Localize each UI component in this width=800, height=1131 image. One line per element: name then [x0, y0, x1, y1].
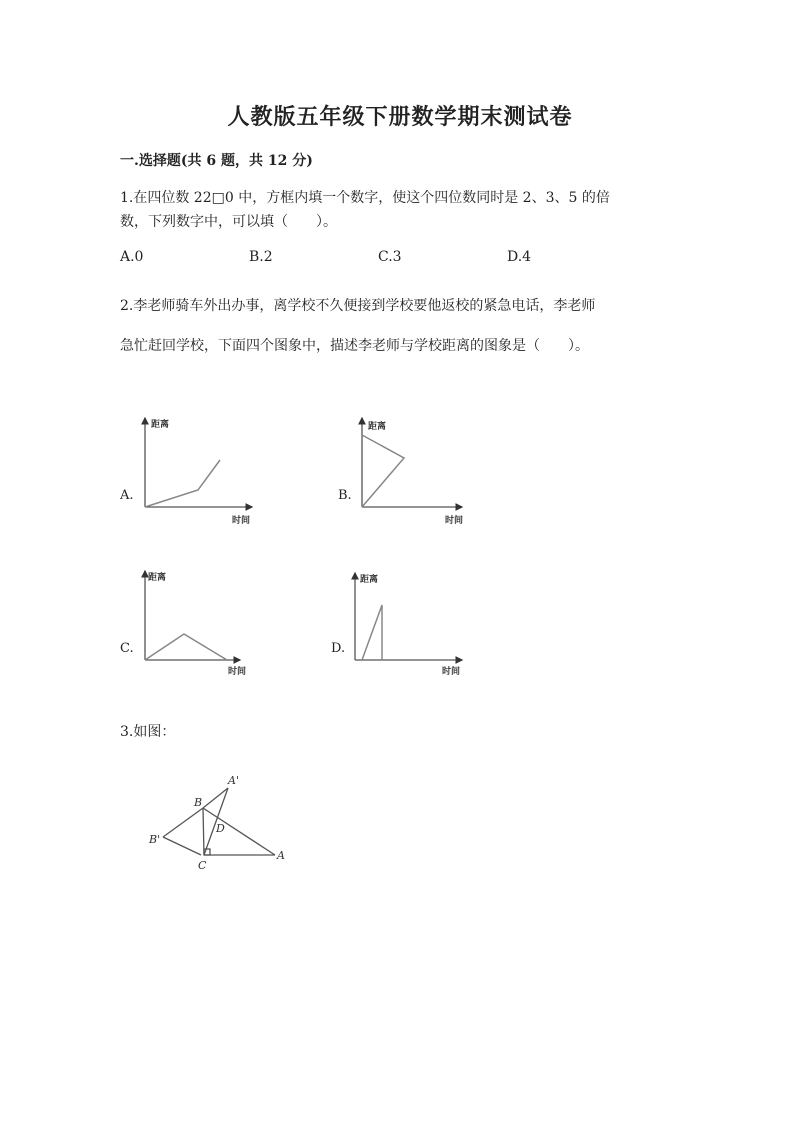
- point-a-prime-label: A': [228, 774, 239, 787]
- option-b[interactable]: B.2: [249, 249, 273, 265]
- graph-a-label[interactable]: A.: [120, 488, 134, 503]
- question-2: [120, 286, 680, 366]
- graph-a: [140, 415, 260, 534]
- point-b-label: B: [194, 796, 203, 809]
- graph-b-y-axis-label: 距离: [368, 422, 387, 432]
- point-b-prime-label: B': [149, 833, 161, 846]
- graph-d-x-axis-label: 时间: [442, 667, 461, 677]
- point-d-label: D: [216, 822, 225, 835]
- question-1-line-2: 数，下列数字中，可以填（ ）。: [120, 214, 337, 230]
- section-heading: 一.选择题(共 6 题，共 12 分): [120, 153, 313, 169]
- question-3: 3.如图：: [120, 724, 176, 740]
- page-title: 人教版五年级下册数学期末测试卷: [227, 104, 573, 130]
- graph-d-y-axis-label: 距离: [360, 575, 379, 585]
- option-c[interactable]: C.3: [378, 249, 402, 265]
- graph-b-x-axis-label: 时间: [445, 516, 464, 526]
- option-a[interactable]: A.0: [120, 249, 144, 265]
- question-1: [120, 186, 680, 234]
- question-1-line-1: 1.在四位数 22□0 中，方框内填一个数字，使这个四位数同时是 2、3、5 的倍: [120, 190, 610, 206]
- graph-d-label[interactable]: D.: [331, 641, 346, 656]
- graph-a-y-axis-label: 距离: [151, 420, 170, 430]
- question-2-line-1: 2.李老师骑车外出办事，离学校不久便接到学校要他返校的紧急电话，李老师: [120, 298, 596, 314]
- graph-d: [350, 568, 470, 687]
- question-3-figure: [140, 770, 300, 884]
- question-2-line-2: 急忙赶回学校，下面四个图象中，描述李老师与学校距离的图象是（ ）。: [120, 338, 589, 354]
- question-1-options: [120, 249, 636, 265]
- graph-b-label[interactable]: B.: [338, 488, 352, 503]
- graph-c-y-axis-label: 距离: [148, 573, 167, 583]
- graph-c-label[interactable]: C.: [120, 641, 134, 656]
- graph-c: [140, 568, 260, 687]
- graph-b: [357, 415, 477, 534]
- graph-a-x-axis-label: 时间: [232, 516, 251, 526]
- graph-c-x-axis-label: 时间: [228, 667, 247, 677]
- point-c-label: C: [198, 859, 207, 872]
- option-d[interactable]: D.4: [507, 249, 532, 265]
- point-a-label: A: [277, 849, 285, 862]
